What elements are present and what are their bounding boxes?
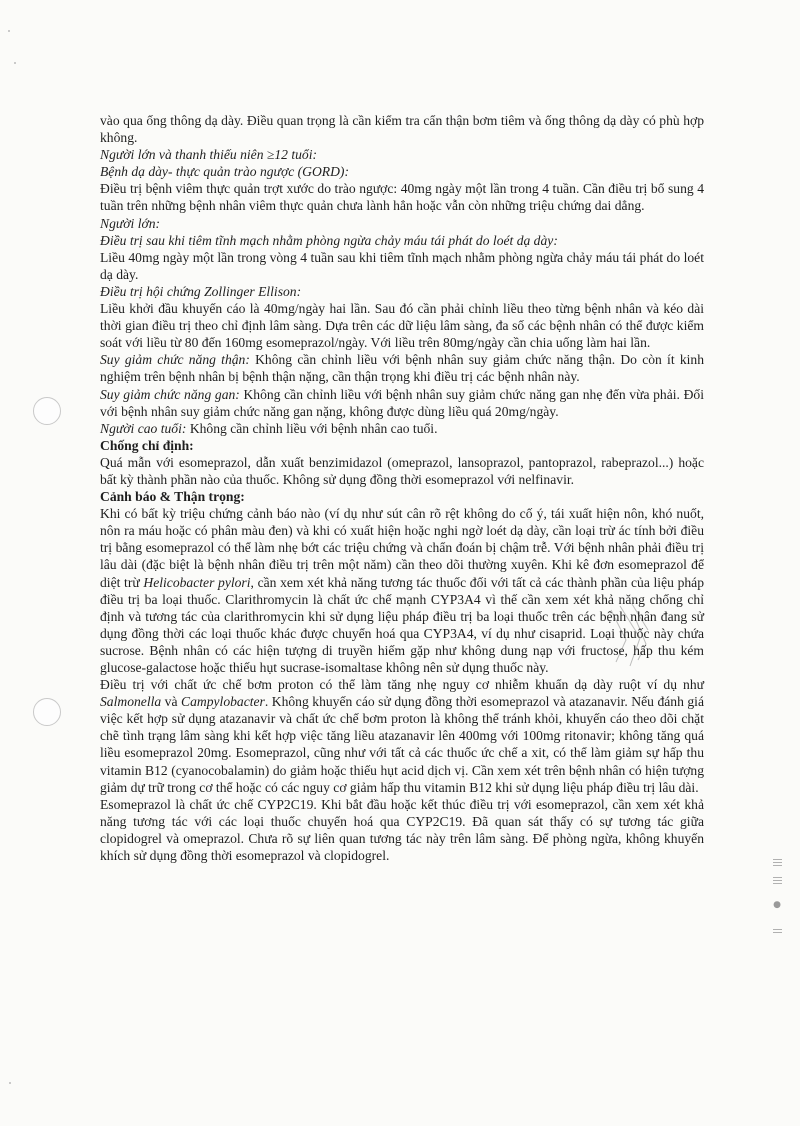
paragraph: Khi có bất kỳ triệu chứng cảnh báo nào (ví dụ như sút cân rõ rệt không do cố ý, tái xuất hiện nôn, khó nuốt, nôn ra máu hoặc có phân màu đen) và khi có xuất hiện hoặc nghi ngờ loét dạ dày, cần loại trừ ác tính bởi điều trị bằng esomeprazol có thể làm nhẹ bớt các triệu chứng và chẩn đoán bị chậm trễ. Với bệnh nhân phải điều trị lâu dài (đặc biệt là bệnh nhân điều trị trên một năm) cần theo dõi thường xuyên. Khi kê đơn esomeprazol để diệt trừ Helicobacter pylori, cần xem xét khả năng tương tác thuốc đối với tất cả các thành phần của liệu pháp điều trị ba loại thuốc. Clarithromycin là chất ức chế mạnh CYP3A4 vì thế cần xem xét khả năng chống chỉ định và tương tác của clarithromycin khi sử dụng liệu pháp điều trị ba loại thuốc trên các bệnh nhân đang sử dụng đồng thời các loại thuốc khác được chuyển hoá qua CYP3A4, ví dụ như cisaprid. Loại thuốc này chứa sucrose. Bệnh nhân có các hiện tượng di truyền hiếm gặp như không dung nạp với fructose, hấp thu kém glucose-galactose hoặc thiếu hụt sucrase-isomaltase không nên sử dụng thuốc này. xyxy=(100,506,704,675)
paragraph-text: Không cần chỉnh liều với bệnh nhân cao tuổi. xyxy=(186,420,438,436)
punch-hole-bottom xyxy=(33,698,61,726)
paragraph xyxy=(100,351,704,385)
paragraph-lead: Suy giảm chức năng thận: xyxy=(100,352,250,368)
italic-term: Campylobacter xyxy=(181,694,265,710)
subheading: Bệnh dạ dày- thực quản trào ngược (GORD): xyxy=(100,164,349,180)
paragraph xyxy=(100,420,704,437)
paragraph-text: Không cần chỉnh liều với bệnh nhân suy giảm chức năng gan nhẹ đến vừa phải. Đối với bệnh nhân suy giảm chức năng gan nặng, không được dùng liều quá 20mg/ngày. xyxy=(100,386,704,419)
subheading: Điều trị sau khi tiêm tĩnh mạch nhằm phòng ngừa chảy máu tái phát do loét dạ dày: xyxy=(100,232,558,248)
section-heading: Cảnh báo & Thận trọng: xyxy=(100,489,245,505)
paragraph: Điều trị với chất ức chế bơm proton có thể làm tăng nhẹ nguy cơ nhiễm khuẩn dạ dày ruột ví dụ như Salmonella và Campylobacter. Không khuyến cáo sử dụng đồng thời esomeprazol và atazanavir. Nếu đánh giá việc kết hợp sử dụng atazanavir và chất ức chế bơm proton là không thể tránh khỏi, khuyến cáo theo dõi chặt chẽ tình trạng lâm sàng khi kết hợp việc tăng liều atazanavir lên 400mg với 100mg ritonavir; không tăng quá liều esomeprazol 20mg. Esomeprazol, cũng như với tất cả các thuốc ức chế a xit, có thể làm giảm sự hấp thu vitamin B12 (cyanocobalamin) do giảm hoặc thiếu hụt acid dịch vị. Cần xem xét trên bệnh nhân có hiện tượng giảm dự trữ trong cơ thể hoặc có các nguy cơ giảm hấp thu vitamin B12 khi sử dụng liệu pháp điều trị lâu dài. xyxy=(100,677,704,795)
scan-speck xyxy=(8,30,10,32)
paragraph-lead: Suy giảm chức năng gan: xyxy=(100,386,240,402)
punch-hole-top xyxy=(33,397,61,425)
margin-mark: ||| xyxy=(772,876,782,886)
paragraph xyxy=(100,386,704,420)
scan-speck xyxy=(9,1082,11,1084)
document-body xyxy=(100,112,704,864)
subheading: Người lớn: xyxy=(100,215,161,231)
paragraph-text: Không cần chỉnh liều với bệnh nhân suy giảm chức năng thận. Do còn ít kinh nghiệm trên bệnh nhân bị bệnh thận nặng, cần thận trọng khi điều trị các bệnh nhân này. xyxy=(100,352,704,385)
paragraph: Esomeprazol là chất ức chế CYP2C19. Khi bắt đầu hoặc kết thúc điều trị với esomeprazol, cần xem xét khả năng tương tác với các loại thuốc chuyển hoá qua CYP2C19. Đã quan sát thấy có sự tương tác giữa clopidogrel và omeprazol. Chưa rõ sự liên quan tương tác này trên lâm sàng. Để phòng ngừa, không khuyến khích sử dụng đồng thời esomeprazol và clopidogrel. xyxy=(100,796,704,864)
italic-term: Helicobacter pylori xyxy=(143,574,251,590)
paragraph: Quá mẫn với esomeprazol, dẫn xuất benzimidazol (omeprazol, lansoprazol, pantoprazol, rabeprazol...) hoặc bất kỳ thành phần nào của thuốc. Không sử dụng đồng thời esomeprazol với nelfinavir. xyxy=(100,454,704,487)
paragraph: Liều 40mg ngày một lần trong vòng 4 tuần sau khi tiêm tĩnh mạch nhằm phòng ngừa chảy máu tái phát do loét dạ dày. xyxy=(100,249,704,282)
margin-mark: ● xyxy=(772,900,782,910)
subheading: Người lớn và thanh thiếu niên ≥12 tuổi: xyxy=(100,147,318,163)
italic-term: Salmonella xyxy=(100,694,162,710)
paragraph: vào qua ống thông dạ dày. Điều quan trọng là cần kiểm tra cẩn thận bơm tiêm và ống thông dạ dày có phù hợp không. xyxy=(100,113,704,146)
section-heading: Chống chỉ định: xyxy=(100,437,194,453)
paragraph-lead: Người cao tuổi: xyxy=(100,420,187,436)
paragraph: Liều khởi đầu khuyến cáo là 40mg/ngày hai lần. Sau đó cần phải chỉnh liều theo từng bệnh nhân và kéo dài thời gian điều trị theo chỉ định lâm sàng. Dựa trên các dữ liệu lâm sàng, đa số các bệnh nhân có thể được kiểm soát với liều từ 80 đến 160mg esomeprazol/ngày. Với liều trên 80mg/ngày cần chia uống làm hai lần. xyxy=(100,301,704,351)
margin-mark: || xyxy=(772,928,782,935)
paragraph: Điều trị bệnh viêm thực quản trợt xước do trào ngược: 40mg ngày một lần trong 4 tuần. Cần điều trị bổ sung 4 tuần trên những bệnh nhân viêm thực quản chưa lành hẳn hoặc vẫn còn những triệu chứng dai dẳng. xyxy=(100,181,704,214)
scan-speck xyxy=(14,62,16,64)
subheading: Điều trị hội chứng Zollinger Ellison: xyxy=(100,283,302,299)
margin-mark: ||| xyxy=(772,858,782,868)
